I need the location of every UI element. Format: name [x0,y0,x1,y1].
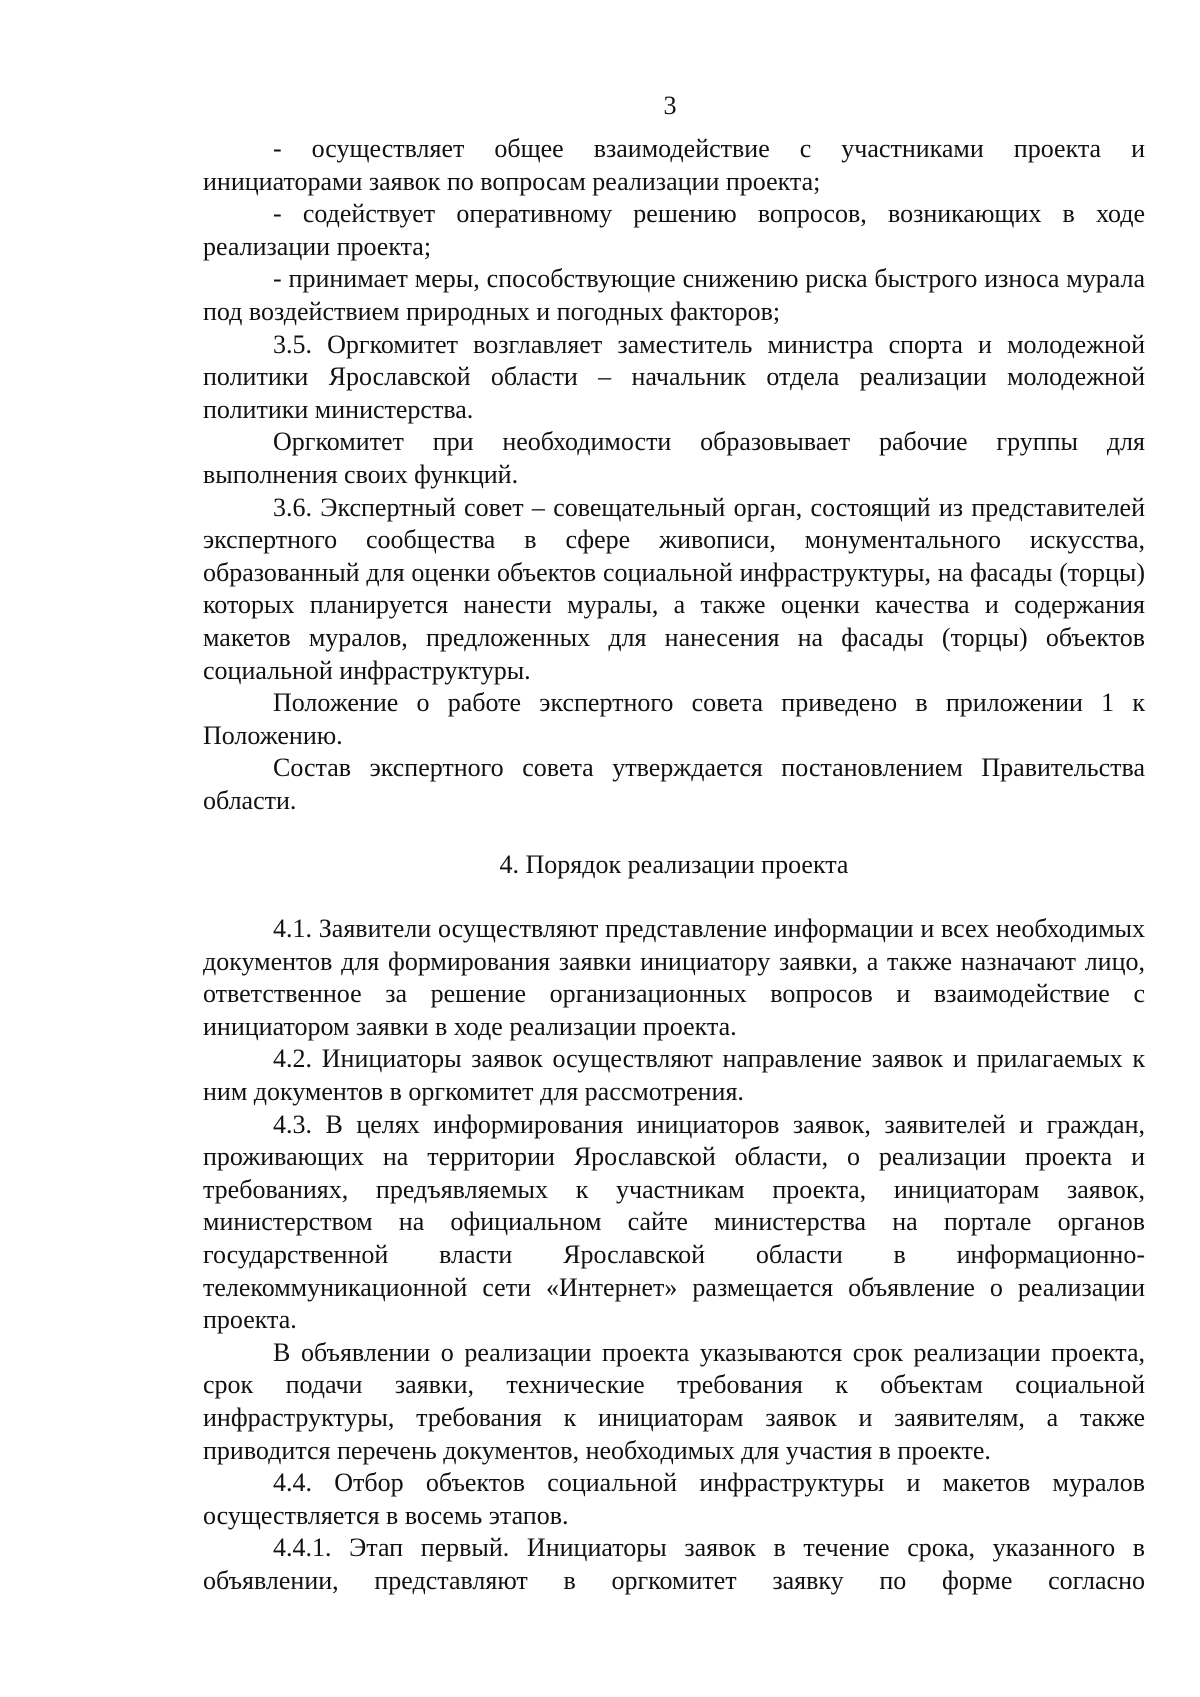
paragraph: 4.2. Инициаторы заявок осуществляют направление заявок и прилагаемых к ним документов в оргкомитет для рассмотрения. [203,1044,1145,1107]
paragraph: 4.1. Заявители осуществляют представление информации и всех необходимых документов для формирования заявки инициатору заявки, а также назначают лицо, ответственное за решение организационных вопросов и взаимодействие с инициатором заявки в ходе реализации проекта. [203,914,1145,1041]
page-number: 3 [663,91,677,120]
paragraph: Положение о работе экспертного совета приведено в приложении 1 к Положению. [203,688,1145,750]
paragraph: Оргкомитет при необходимости образовывает рабочие группы для выполнения своих функций. [203,427,1145,489]
paragraph: В объявлении о реализации проекта указываются срок реализации проекта, срок подачи заявки, технические требования к объектам социальной инфраструктуры, требования к инициаторам заявок и заявителям, а также приводится перечень документов, необходимых для участия в проекте. [203,1337,1145,1465]
paragraph: 3.6. Экспертный совет – совещательный орган, состоящий из представителей экспертного сообщества в сфере живописи, монументального искусства, образованный для оценки объектов социальной инфраструктуры, на фасады (торцы) которых планируется нанести муралы, а также оценки качества и содержания макетов муралов, предложенных для нанесения на фасады (торцы) объектов социальной инфраструктуры. [203,492,1145,685]
paragraph: 3.5. Оргкомитет возглавляет заместитель министра спорта и молодежной политики Ярославской области – начальник отдела реализации молодежной политики министерства. [203,329,1145,424]
paragraph: Состав экспертного совета утверждается постановлением Правительства области. [203,753,1145,815]
section-heading: 4. Порядок реализации проекта [499,850,849,880]
paragraph: - осуществляет общее взаимодействие с участниками проекта и инициаторами заявок по вопросам реализации проекта; [203,134,1145,196]
paragraph-continued: 4.4.1. Этап первый. Инициаторы заявок в течение срока, указанного в объявлении, представляют в оргкомитет заявку по форме согласно [203,1533,1145,1595]
document-body [203,133,1145,1598]
paragraph: 4.3. В целях информирования инициаторов заявок, заявителей и граждан, проживающих на территории Ярославской области, о реализации проекта и требованиях, предъявляемых к участникам проекта, инициаторам заявок, министерством на официальном сайте министерства на портале органов государственной власти Ярославской области в информационно-телекоммуникационной сети «Интернет» размещается объявление о реализации проекта. [203,1109,1145,1335]
paragraph: - содействует оперативному решению вопросов, возникающих в ходе реализации проекта; [203,199,1145,261]
paragraph: 4.4. Отбор объектов социальной инфраструктуры и макетов муралов осуществляется в восемь этапов. [203,1468,1145,1530]
paragraph: - принимает меры, способствующие снижению риска быстрого износа мурала под воздействием природных и погодных факторов; [203,264,1145,326]
